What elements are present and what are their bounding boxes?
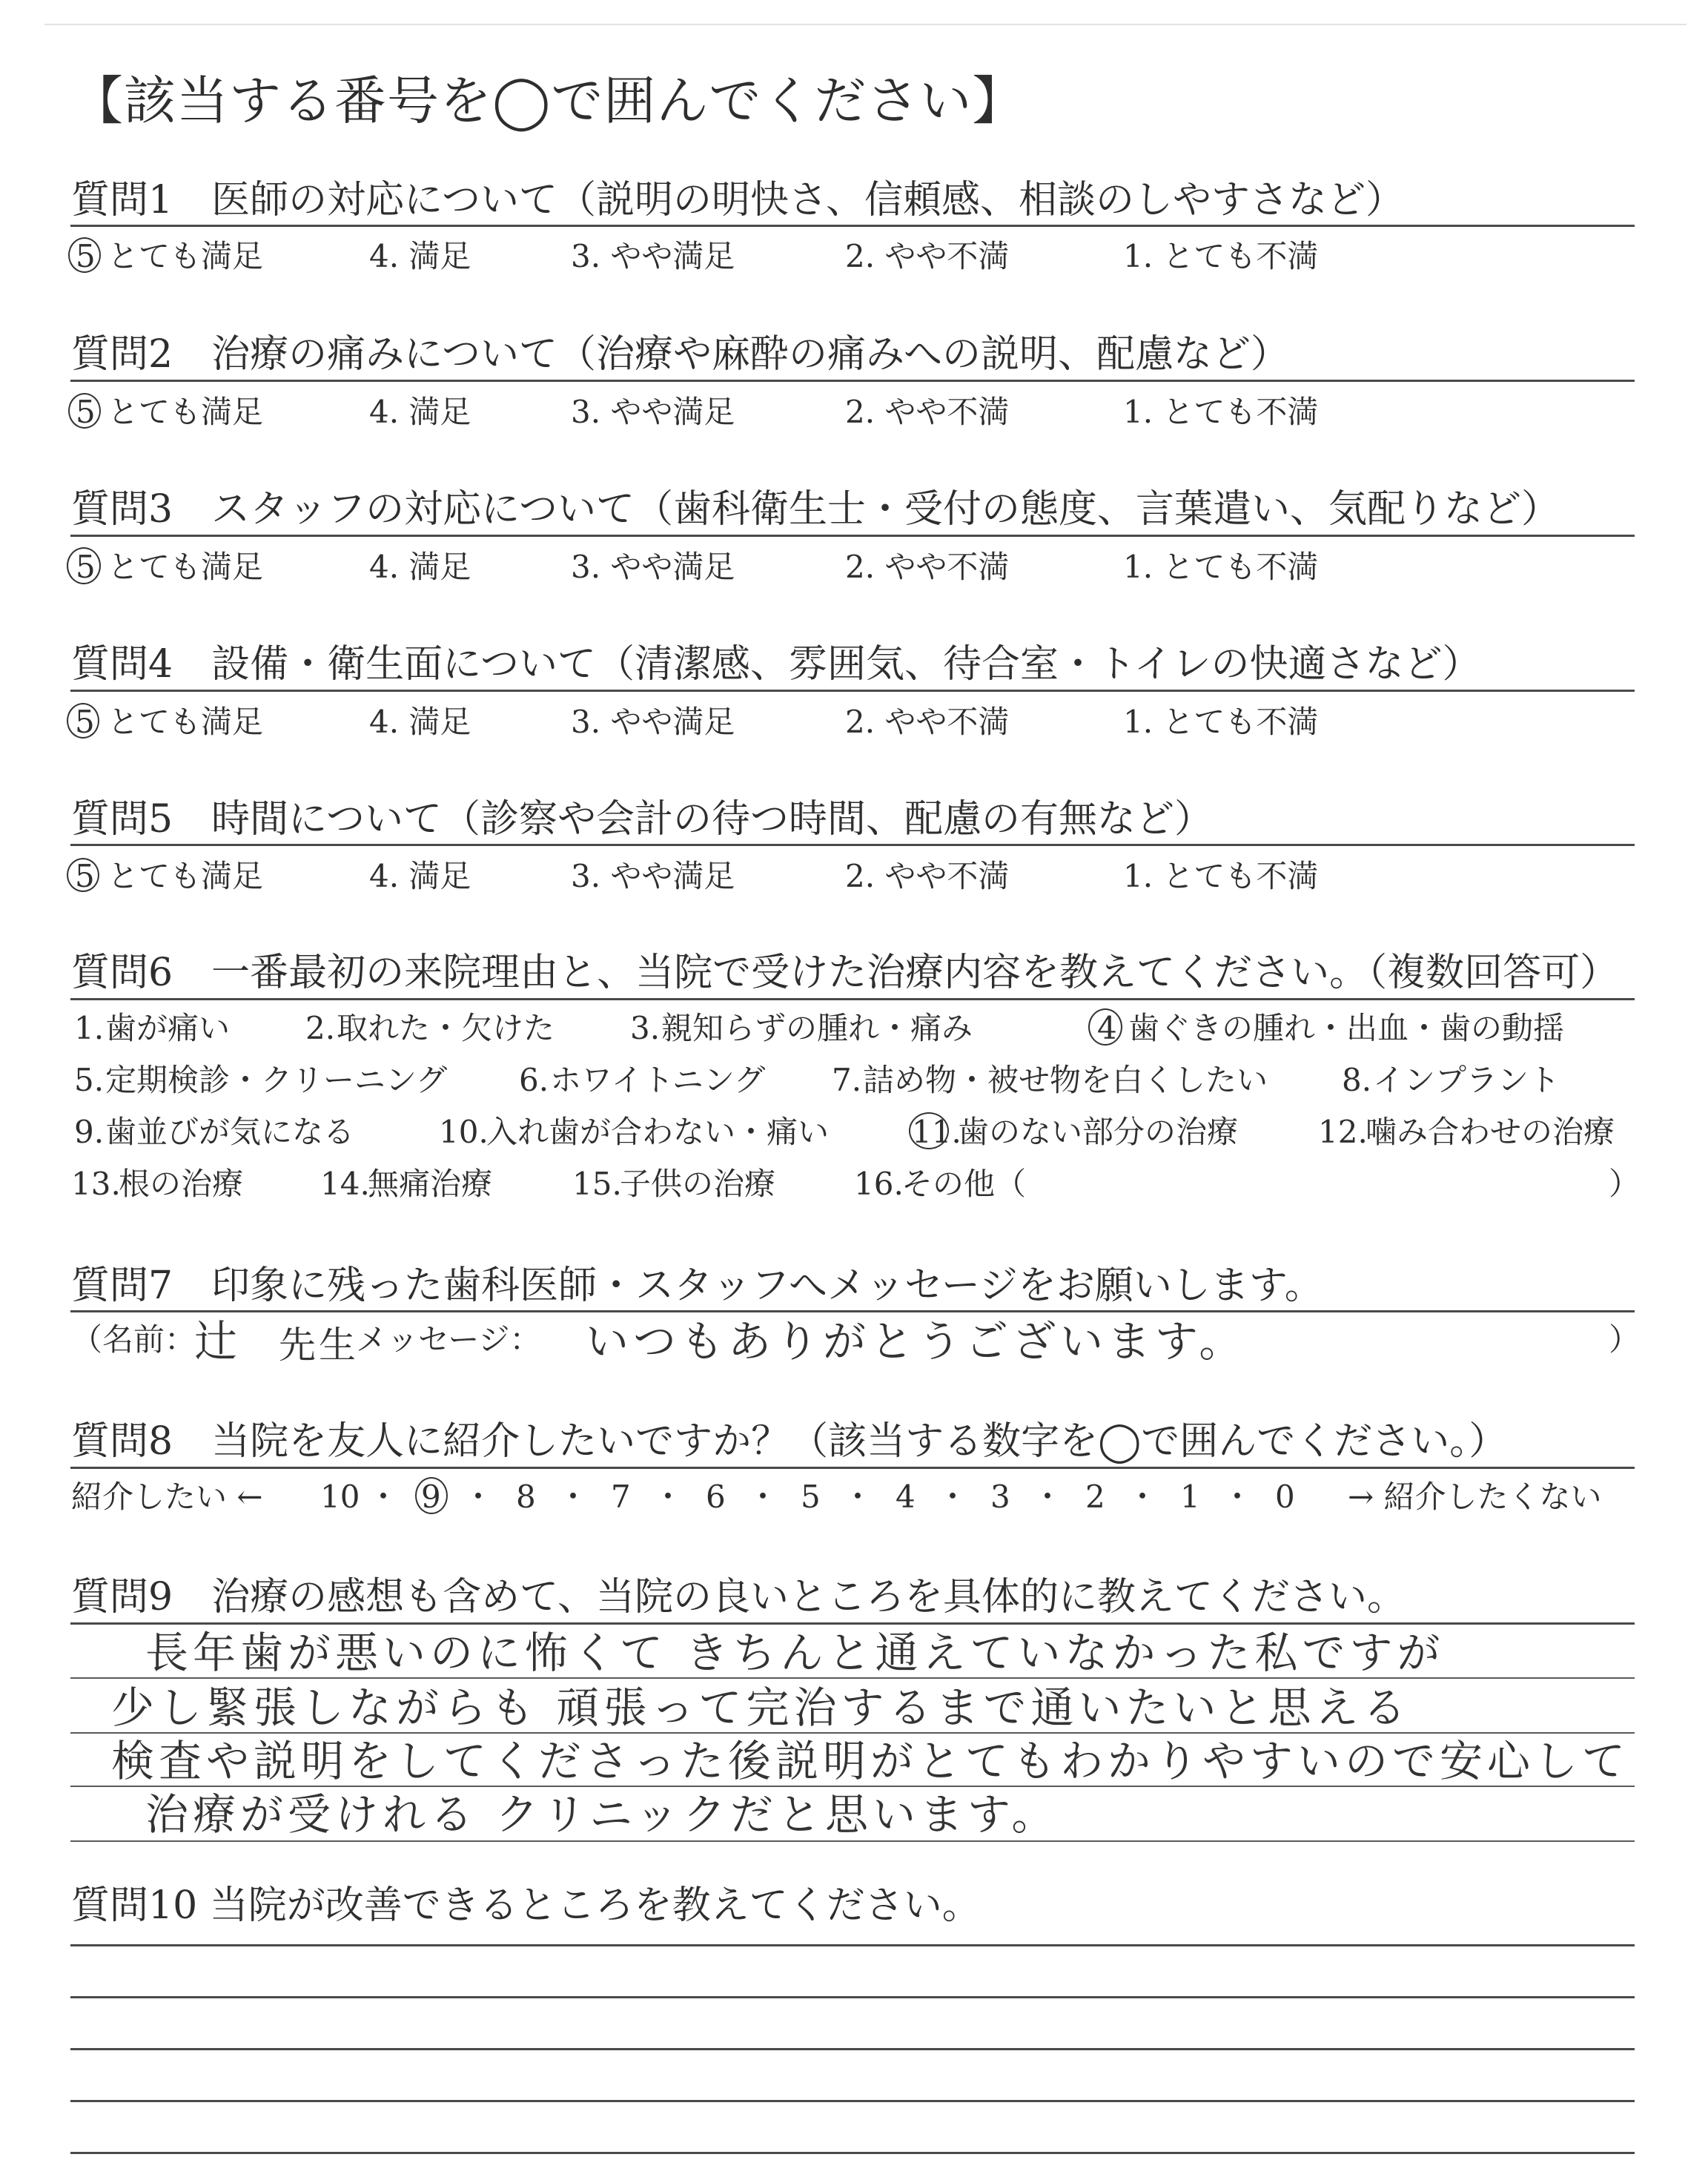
scale-value-0[interactable]: 0 <box>1275 1479 1295 1515</box>
option-12-number: 12. <box>1318 1114 1368 1150</box>
scale-separator-dot: ・ <box>937 1479 969 1515</box>
name-label: （名前： <box>71 1321 196 1358</box>
rating-4-label[interactable]: 4. 満足 <box>369 704 471 740</box>
answer-handwritten-line-3[interactable]: 検査や説明をしてくださった後説明がとてもわかりやすいので安心して <box>111 1736 1630 1786</box>
option-10-label[interactable]: 入れ歯が合わない・痛い <box>486 1114 830 1150</box>
option-9-label[interactable]: 歯並びが気になる <box>105 1114 355 1150</box>
scale-value-10[interactable]: 10 <box>320 1479 360 1515</box>
option-11-number: 11. <box>912 1114 961 1150</box>
scale-separator-dot: ・ <box>1127 1479 1159 1515</box>
option-16-close-paren: ） <box>1609 1166 1641 1202</box>
scale-value-6[interactable]: 6 <box>706 1479 726 1515</box>
rating-5-label[interactable]: とても満足 <box>107 549 264 585</box>
question-4-rule <box>70 690 1635 692</box>
rating-2-label[interactable]: 2. やや不満 <box>845 858 1010 894</box>
answer-line <box>70 1944 1635 1946</box>
answer-line <box>70 1996 1635 1998</box>
option-16-number: 16. <box>854 1166 904 1202</box>
scale-left-label: 紹介したい ← <box>71 1479 263 1515</box>
rating-5-label[interactable]: とても満足 <box>107 394 264 430</box>
rating-4-label[interactable]: 4. 満足 <box>369 394 471 430</box>
rating-1-label[interactable]: 1. とても不満 <box>1123 858 1319 894</box>
option-13-label[interactable]: 根の治療 <box>119 1166 244 1202</box>
scale-value-1[interactable]: 1 <box>1180 1479 1200 1515</box>
scale-separator-dot: ・ <box>368 1479 400 1515</box>
option-13-number: 13. <box>71 1166 121 1202</box>
rating-3-label[interactable]: 3. やや満足 <box>571 704 735 740</box>
scale-value-3[interactable]: 3 <box>990 1479 1010 1515</box>
scale-value-9[interactable]: 9 <box>421 1479 441 1515</box>
rating-1-label[interactable]: 1. とても不満 <box>1123 238 1319 274</box>
rating-1-label[interactable]: 1. とても不満 <box>1123 704 1319 740</box>
message-label: メッセージ： <box>356 1321 541 1358</box>
question-7-rule <box>70 1310 1635 1312</box>
option-6-label[interactable]: ホワイトニング <box>550 1062 766 1098</box>
name-value-handwritten[interactable]: 辻 <box>194 1316 242 1367</box>
option-3-number: 3. <box>630 1010 661 1046</box>
option-14-number: 14. <box>320 1166 370 1202</box>
scale-value-2[interactable]: 2 <box>1085 1479 1105 1515</box>
scale-separator-dot: ・ <box>1032 1479 1064 1515</box>
option-12-label[interactable]: 噛み合わせの治療 <box>1366 1114 1615 1150</box>
rating-5-number: 5 <box>76 394 96 430</box>
message-value-handwritten[interactable]: いつもありがとうございます。 <box>586 1316 1247 1367</box>
option-14-label[interactable]: 無痛治療 <box>368 1166 493 1202</box>
option-8-label[interactable]: インプラント <box>1373 1062 1560 1098</box>
scale-separator-dot: ・ <box>842 1479 874 1515</box>
rating-5-number: 5 <box>76 238 96 274</box>
rating-3-label[interactable]: 3. やや満足 <box>571 858 735 894</box>
rating-5-number: 5 <box>76 549 96 585</box>
rating-4-label[interactable]: 4. 満足 <box>369 238 471 274</box>
scale-separator-dot: ・ <box>1222 1479 1254 1515</box>
rating-2-label[interactable]: 2. やや不満 <box>845 238 1010 274</box>
rating-1-label[interactable]: 1. とても不満 <box>1123 394 1319 430</box>
option-15-label[interactable]: 子供の治療 <box>620 1166 776 1202</box>
question-6-rule <box>70 998 1635 1000</box>
option-7-number: 7. <box>832 1062 862 1098</box>
option-2-label[interactable]: 取れた・欠けた <box>337 1010 555 1046</box>
rating-3-label[interactable]: 3. やや満足 <box>571 549 735 585</box>
rating-5-label[interactable]: とても満足 <box>107 238 264 274</box>
option-8-number: 8. <box>1342 1062 1372 1098</box>
top-border-line <box>44 24 1687 25</box>
question-7-heading: 質問7 印象に残った歯科医師・スタッフへメッセージをお願いします。 <box>71 1264 1323 1308</box>
sensei-handwritten: 先生 <box>279 1324 359 1367</box>
page-title: 【該当する番号を◯で囲んでください】 <box>71 70 1025 131</box>
option-5-number: 5. <box>74 1062 105 1098</box>
question-8-heading: 質問8 当院を友人に紹介したいですか？（該当する数字を◯で囲んでください。） <box>71 1419 1508 1464</box>
question-6-heading: 質問6 一番最初の来院理由と、当院で受けた治療内容を教えてください。（複数回答可） <box>71 951 1619 995</box>
option-11-label[interactable]: 歯のない部分の治療 <box>958 1114 1239 1150</box>
answer-handwritten-line-4[interactable]: 治療が受けれる クリニックだと思います。 <box>145 1789 1059 1840</box>
scale-separator-dot: ・ <box>652 1479 684 1515</box>
answer-line <box>70 2048 1635 2050</box>
scale-value-8[interactable]: 8 <box>516 1479 536 1515</box>
scale-separator-dot: ・ <box>463 1479 494 1515</box>
question-5-rule <box>70 844 1635 846</box>
option-10-number: 10. <box>439 1114 489 1150</box>
scale-value-4[interactable]: 4 <box>896 1479 916 1515</box>
answer-line <box>70 2100 1635 2102</box>
option-4-label[interactable]: 歯ぐきの腫れ・出血・歯の動揺 <box>1128 1010 1565 1046</box>
rating-5-label[interactable]: とても満足 <box>107 704 264 740</box>
option-4-number: 4 <box>1097 1010 1117 1046</box>
option-16-label[interactable]: その他（ <box>901 1166 1027 1202</box>
rating-5-number: 5 <box>75 704 95 740</box>
rating-1-label[interactable]: 1. とても不満 <box>1123 549 1319 585</box>
rating-5-label[interactable]: とても満足 <box>107 858 264 894</box>
scale-value-7[interactable]: 7 <box>611 1479 631 1515</box>
option-1-label[interactable]: 歯が痛い <box>105 1010 231 1046</box>
question-9-heading: 質問9 治療の感想も含めて、当院の良いところを具体的に教えてください。 <box>71 1575 1406 1619</box>
option-3-label[interactable]: 親知らずの腫れ・痛み <box>661 1010 973 1046</box>
rating-3-label[interactable]: 3. やや満足 <box>571 238 735 274</box>
question-1-rule <box>70 225 1635 227</box>
question-9-rule <box>70 1622 1635 1625</box>
rating-3-label[interactable]: 3. やや満足 <box>571 394 735 430</box>
option-2-number: 2. <box>305 1010 336 1046</box>
option-7-label[interactable]: 詰め物・被せ物を白くしたい <box>863 1062 1268 1098</box>
rating-4-label[interactable]: 4. 満足 <box>369 858 471 894</box>
option-9-number: 9. <box>74 1114 105 1150</box>
question-3-rule <box>70 535 1635 537</box>
message-close-paren: ） <box>1609 1321 1641 1358</box>
question-5-heading: 質問5 時間について（診察や会計の待つ時間、配慮の有無など） <box>71 797 1214 842</box>
question-8-rule <box>70 1467 1635 1469</box>
question-2-heading: 質問2 治療の痛みについて（治療や麻酔の痛みへの説明、配慮など） <box>71 332 1290 377</box>
scale-right-label: → 紹介したくない <box>1348 1479 1602 1515</box>
option-5-label[interactable]: 定期検診・クリーニング <box>105 1062 448 1098</box>
question-2-rule <box>70 380 1635 382</box>
scale-separator-dot: ・ <box>557 1479 589 1515</box>
option-15-number: 15. <box>572 1166 622 1202</box>
answer-line <box>70 1840 1635 1842</box>
option-1-number: 1. <box>74 1010 105 1046</box>
rating-5-number: 5 <box>75 858 95 894</box>
question-4-heading: 質問4 設備・衛生面について（清潔感、雰囲気、待合室・トイレの快適さなど） <box>71 642 1481 687</box>
rating-2-label[interactable]: 2. やや不満 <box>845 394 1010 430</box>
question-1-heading: 質問1 医師の対応について（説明の明快さ、信頼感、相談のしやすさなど） <box>71 178 1404 222</box>
answer-handwritten-line-2[interactable]: 少し緊張しながらも 頑張って完治するまで通いたいと思える <box>111 1682 1411 1733</box>
question-10-heading: 質問10 当院が改善できるところを教えてください。 <box>71 1883 981 1928</box>
option-6-number: 6. <box>519 1062 549 1098</box>
answer-handwritten-line-1[interactable]: 長年歯が悪いのに怖くて きちんと通えていなかった私ですが <box>145 1628 1445 1678</box>
scale-value-5[interactable]: 5 <box>801 1479 821 1515</box>
rating-4-label[interactable]: 4. 満足 <box>369 549 471 585</box>
rating-2-label[interactable]: 2. やや不満 <box>845 704 1010 740</box>
question-3-heading: 質問3 スタッフの対応について（歯科衛生士・受付の態度、言葉遣い、気配りなど） <box>71 487 1560 532</box>
rating-2-label[interactable]: 2. やや不満 <box>845 549 1010 585</box>
answer-line <box>70 2152 1635 2154</box>
scale-separator-dot: ・ <box>747 1479 779 1515</box>
